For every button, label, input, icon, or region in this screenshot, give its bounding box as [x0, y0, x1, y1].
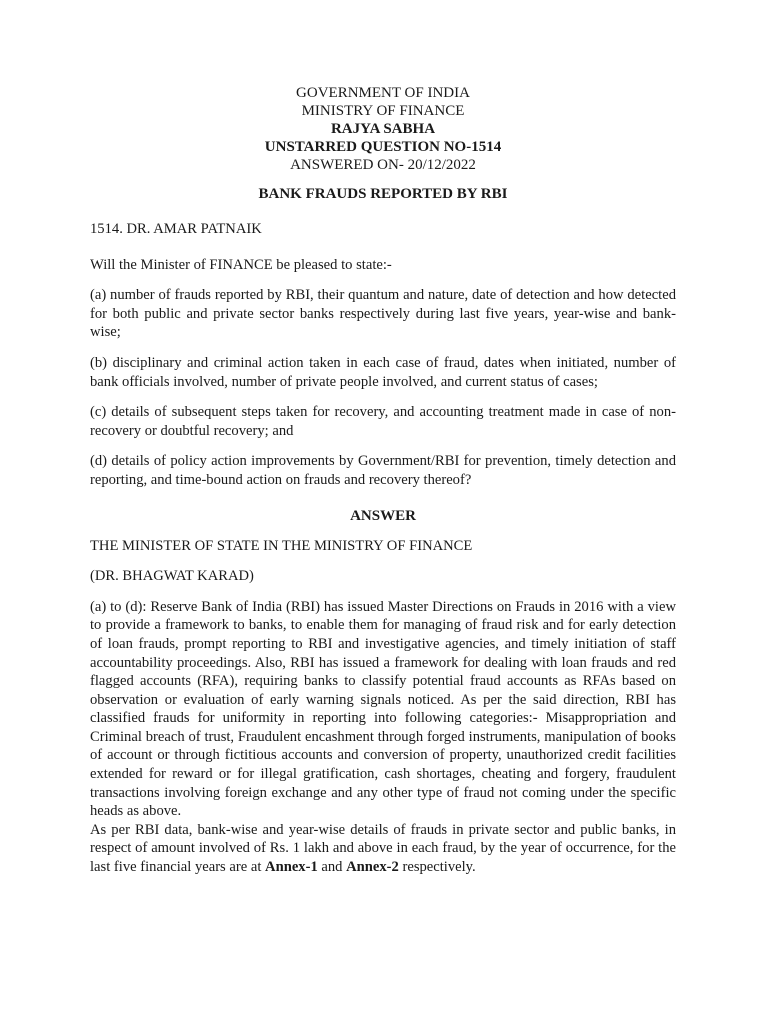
header-answered-date: ANSWERED ON- 20/12/2022 [290, 157, 476, 173]
question-c: (c) details of subsequent steps taken for recovery, and accounting treatment made in case of non-recovery or doubtful recovery; and [90, 404, 676, 439]
question-d: (d) details of policy action improvements by Government/RBI for prevention, timely detection and reporting, and time-bound action on frauds and recovery thereof? [90, 453, 676, 488]
document-header [90, 84, 676, 174]
document-page [90, 84, 676, 877]
answer-text-middle: and [317, 859, 347, 876]
question-b: (b) disciplinary and criminal action taken in each case of fraud, dates when initiated, number of bank officials involved, number of private people involved, and current status of cases; [90, 354, 676, 390]
answer-paragraph-2 [90, 821, 676, 877]
document-title: BANK FRAUDS REPORTED BY RBI [258, 186, 508, 202]
minister-title: THE MINISTER OF STATE IN THE MINISTRY OF FINANCE [90, 537, 473, 554]
header-ministry: MINISTRY OF FINANCE [301, 103, 465, 119]
answer-paragraph-1: (a) to (d): Reserve Bank of India (RBI) has issued Master Directions on Frauds in 2016 with a view to provide a framework to banks, to enable them for managing of fraud risk and for early detection of loan frauds, prompt reporting to RBI and investigative agencies, and timely initiation of staff accountability proceedings. Also, RBI has issued a framework for dealing with loan frauds and red flagged accounts (RFA), requiring banks to classify potential fraud accounts as RFAs based on observation or evaluation of early warning signals noticed. As per the said direction, RBI has classified frauds for uniformity in reporting into following categories:- Misappropriation and Criminal breach of trust, Fraudulent encashment through forged instruments, manipulation of books of account or through fictitious accounts and conversion of property, unauthorized credit facilities extended for reward or for illegal gratification, cash shortages, cheating and forgery, fraudulent transactions involving foreign exchange and any other type of fraud not coming under the specific heads as above. [90, 598, 676, 820]
answer-heading: ANSWER [350, 507, 416, 524]
header-house: RAJYA SABHA [330, 121, 436, 137]
answer-text-before: As per RBI data, bank-wise and year-wise details of frauds in private sector and public banks, in respect of amount involved of Rs. 1 lakh and above in each fraud, by the year of occurrence, for the last five financial years are at [90, 821, 676, 876]
header-government: GOVERNMENT OF INDIA [296, 85, 470, 101]
annex-1-reference: Annex-1 [265, 859, 318, 876]
answer-text-after: respectively. [398, 859, 476, 876]
question-intro: Will the Minister of FINANCE be pleased to state:- [90, 256, 392, 273]
question-a: (a) number of frauds reported by RBI, their quantum and nature, date of detection and how detected for both public and private sector banks respectively during last five years, year-wise and bank-wise; [90, 287, 676, 341]
member-name: 1514. DR. AMAR PATNAIK [90, 221, 262, 237]
annex-2-reference: Annex-2 [346, 859, 399, 876]
header-question-number: UNSTARRED QUESTION NO-1514 [264, 139, 502, 155]
minister-name: (DR. BHAGWAT KARAD) [90, 568, 254, 585]
